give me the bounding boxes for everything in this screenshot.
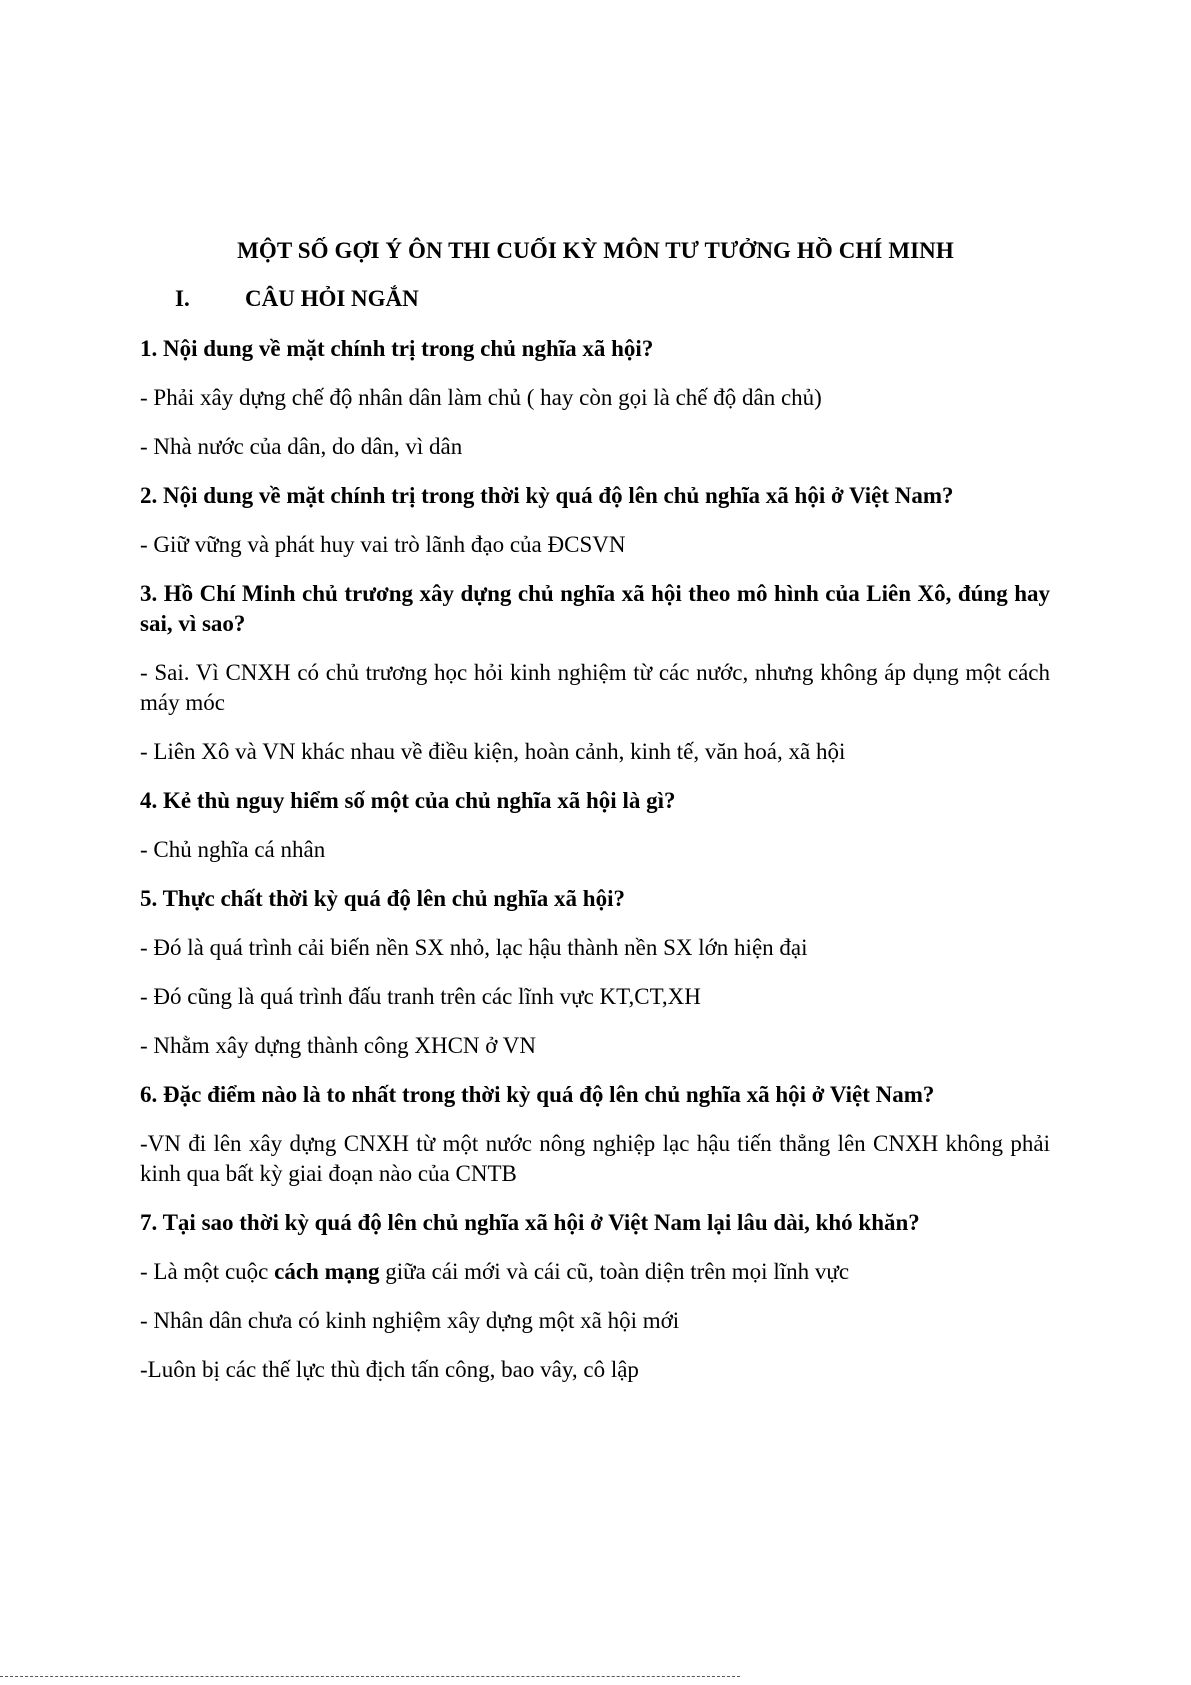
answer-6-1: -VN đi lên xây dựng CNXH từ một nước nông nghiệp lạc hậu tiến thẳng lên CNXH không phải kinh qua bất kỳ giai đoạn nào của CNTB xyxy=(140,1131,1050,1186)
question-6: 6. Đặc điểm nào là to nhất trong thời kỳ quá độ lên chủ nghĩa xã hội ở Việt Nam? xyxy=(140,1082,935,1107)
section-number: I. xyxy=(175,286,190,311)
answer-5-1: - Đó là quá trình cải biến nền SX nhỏ, lạc hậu thành nền SX lớn hiện đại xyxy=(140,935,808,960)
document-title: MỘT SỐ GỢI Ý ÔN THI CUỐI KỲ MÔN TƯ TƯỞNG HỒ CHÍ MINH xyxy=(237,238,954,263)
question-3: 3. Hồ Chí Minh chủ trương xây dựng chủ nghĩa xã hội theo mô hình của Liên Xô, đúng hay sai, vì sao? xyxy=(140,581,1050,636)
answer-7-1-prefix: - Là một cuộc xyxy=(140,1259,275,1284)
question-list xyxy=(140,334,1050,1404)
answer-5-3: - Nhằm xây dựng thành công XHCN ở VN xyxy=(140,1033,536,1058)
question-7: 7. Tại sao thời kỳ quá độ lên chủ nghĩa xã hội ở Việt Nam lại lâu dài, khó khăn? xyxy=(140,1210,920,1235)
section-heading xyxy=(175,284,419,314)
answer-7-1-suffix: giữa cái mới và cái cũ, toàn diện trên mọi lĩnh vực xyxy=(379,1259,850,1284)
answer-7-2: - Nhân dân chưa có kinh nghiệm xây dựng một xã hội mới xyxy=(140,1308,680,1333)
answer-3-2: - Liên Xô và VN khác nhau về điều kiện, hoàn cảnh, kinh tế, văn hoá, xã hội xyxy=(140,739,846,764)
question-1: 1. Nội dung về mặt chính trị trong chủ nghĩa xã hội? xyxy=(140,336,654,361)
answer-5-2: - Đó cũng là quá trình đấu tranh trên các lĩnh vực KT,CT,XH xyxy=(140,984,701,1009)
answer-3-1: - Sai. Vì CNXH có chủ trương học hỏi kinh nghiệm từ các nước, nhưng không áp dụng một cách máy móc xyxy=(140,660,1050,715)
question-2: 2. Nội dung về mặt chính trị trong thời kỳ quá độ lên chủ nghĩa xã hội ở Việt Nam? xyxy=(140,483,954,508)
answer-1-2: - Nhà nước của dân, do dân, vì dân xyxy=(140,434,463,459)
answer-7-1 xyxy=(140,1257,1050,1287)
answer-1-1: - Phải xây dựng chế độ nhân dân làm chủ ( hay còn gọi là chế độ dân chủ) xyxy=(140,385,822,410)
answer-4-1: - Chủ nghĩa cá nhân xyxy=(140,837,326,862)
section-label: CÂU HỎI NGẮN xyxy=(245,286,419,311)
question-4: 4. Kẻ thù nguy hiểm số một của chủ nghĩa xã hội là gì? xyxy=(140,788,676,813)
answer-7-1-emphasis: cách mạng xyxy=(274,1259,380,1284)
answer-2-1: - Giữ vững và phát huy vai trò lãnh đạo của ĐCSVN xyxy=(140,532,626,557)
question-5: 5. Thực chất thời kỳ quá độ lên chủ nghĩa xã hội? xyxy=(140,886,625,911)
answer-7-3: -Luôn bị các thế lực thù địch tấn công, bao vây, cô lập xyxy=(140,1357,639,1382)
page-bottom-rule xyxy=(0,1676,740,1677)
